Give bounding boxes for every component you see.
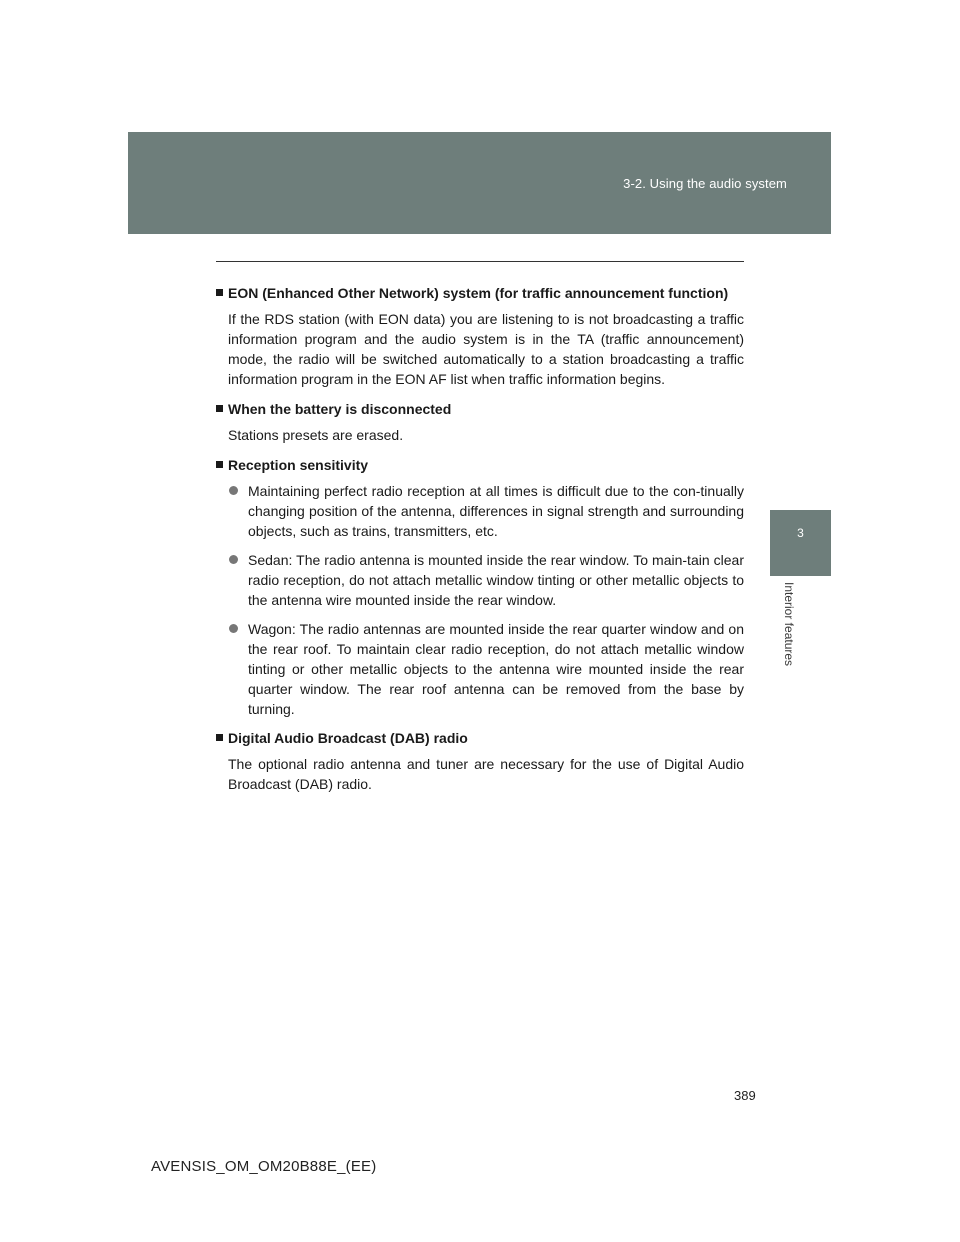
- divider: [216, 261, 744, 262]
- eon-heading: [216, 283, 744, 303]
- page-number: 389: [734, 1088, 756, 1103]
- section-title: 3-2. Using the audio system: [623, 176, 787, 191]
- chapter-tab: [770, 510, 831, 576]
- reception-bullet-text: Wagon: The radio antennas are mounted inside the rear quarter window and on the rear roof. To maintain clear radio reception, do not attach metallic window tinting or other metallic objects to the antenna wire mounted inside the rear quarter window. The rear roof antenna can be removed from the base by turning.: [248, 621, 744, 717]
- round-bullet-icon: [229, 555, 238, 564]
- chapter-label-box: [770, 578, 810, 688]
- dab-heading: [216, 728, 744, 748]
- reception-bullet-text: Maintaining perfect radio reception at all times is difficult due to the con-tinually changing position of the antenna, differences in signal strength and surrounding objects, such as trains, transmitters, etc.: [248, 483, 744, 539]
- square-bullet-icon: [216, 461, 223, 468]
- square-bullet-icon: [216, 734, 223, 741]
- reception-bullet: [216, 619, 744, 719]
- battery-text: Stations presets are erased.: [228, 427, 404, 443]
- reception-heading: [216, 455, 744, 475]
- battery-heading-text: When the battery is disconnected: [228, 401, 452, 417]
- document-code: AVENSIS_OM_OM20B88E_(EE): [151, 1158, 377, 1175]
- round-bullet-icon: [229, 486, 238, 495]
- round-bullet-icon: [229, 624, 238, 633]
- eon-heading-text: EON (Enhanced Other Network) system (for traffic announcement function): [228, 285, 729, 301]
- dab-heading-text: Digital Audio Broadcast (DAB) radio: [228, 730, 468, 746]
- square-bullet-icon: [216, 405, 223, 412]
- chapter-label: Interior features: [782, 582, 796, 667]
- dab-text: The optional radio antenna and tuner are necessary for the use of Digital Audio Broadcast (DAB) radio.: [228, 756, 744, 792]
- chapter-number: 3: [797, 526, 804, 540]
- main-content: [216, 261, 744, 804]
- square-bullet-icon: [216, 289, 223, 296]
- header-band: [128, 132, 831, 234]
- reception-bullet: [216, 550, 744, 610]
- reception-bullet-text: Sedan: The radio antenna is mounted inside the rear window. To main-tain clear radio reception, do not attach metallic window tinting or other metallic objects to the antenna wire mounted inside the rear window.: [248, 552, 744, 608]
- battery-heading: [216, 399, 744, 419]
- reception-bullet: [216, 481, 744, 541]
- eon-text: If the RDS station (with EON data) you are listening to is not broadcasting a traffic information program and the audio system is in the TA (traffic announcement) mode, the radio will be switched automatically to a station broadcasting a traffic information program in the EON AF list when traffic information begins.: [228, 311, 744, 387]
- reception-heading-text: Reception sensitivity: [228, 457, 369, 473]
